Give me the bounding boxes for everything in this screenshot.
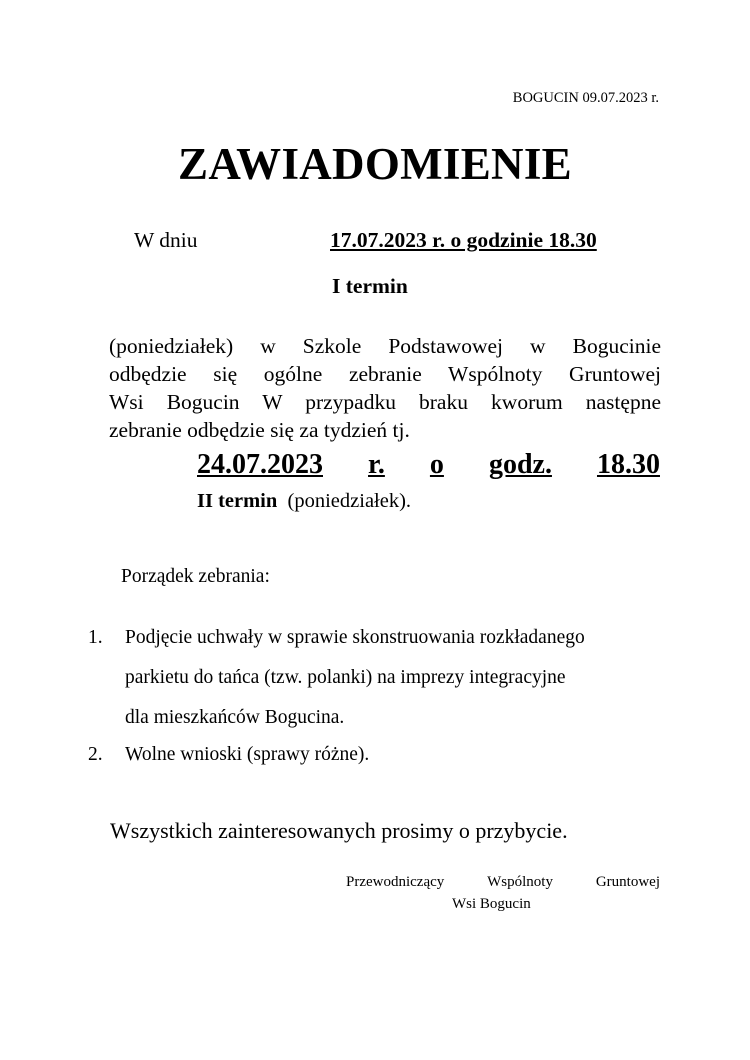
signature-word: Przewodniczący	[346, 874, 445, 890]
agenda-item-number: 1.	[88, 627, 103, 648]
second-meeting-day: (poniedziałek).	[287, 490, 412, 512]
first-meeting-term: I termin	[332, 274, 408, 298]
first-meeting-prefix: W dniu	[134, 228, 198, 252]
agenda-heading: Porządek zebrania:	[121, 566, 270, 587]
signature-line	[346, 874, 660, 891]
notice-body-line: (poniedziałek) w Szkole Podstawowej w Bogucinie	[109, 334, 661, 358]
notice-body-line: Wsi Bogucin W przypadku braku kworum następne	[109, 390, 661, 414]
agenda-item-line: Wolne wnioski (sprawy różne).	[125, 744, 370, 765]
agenda-item-number: 2.	[88, 744, 103, 765]
agenda-item-line: Podjęcie uchwały w sprawie skonstruowania rozkładanego	[125, 627, 585, 648]
document-date: BOGUCIN 09.07.2023 r.	[512, 90, 659, 106]
second-date-part: 18.30	[596, 449, 660, 480]
second-date-part: r.	[368, 449, 385, 480]
agenda-item-text	[125, 618, 585, 738]
second-date-part: godz.	[488, 449, 552, 480]
closing-invitation: Wszystkich zainteresowanych prosimy o przybycie.	[110, 818, 568, 843]
agenda-item-text	[125, 735, 369, 775]
second-date-part: o	[429, 449, 444, 480]
agenda-item-line: dla mieszkańców Bogucina.	[125, 707, 345, 728]
notice-body-line: odbędzie się ogólne zebranie Wspólnoty Gruntowej	[109, 362, 661, 386]
second-meeting-date	[197, 449, 660, 481]
document-title: ZAWIADOMIENIE	[178, 139, 572, 189]
notice-body-line: zebranie odbędzie się za tydzień tj.	[109, 418, 410, 442]
first-meeting-date: 17.07.2023 r. o godzinie 18.30	[330, 228, 597, 252]
signature-village: Wsi Bogucin	[452, 896, 531, 912]
second-date-part: 24.07.2023	[197, 449, 323, 480]
second-meeting-term-line	[197, 490, 411, 513]
signature-word: Wspólnoty	[487, 874, 553, 890]
notice-body	[109, 332, 661, 444]
second-meeting-term: II termin	[197, 490, 278, 512]
signature-word: Gruntowej	[595, 874, 660, 890]
agenda-item-line: parkietu do tańca (tzw. polanki) na imprezy integracyjne	[125, 667, 566, 688]
